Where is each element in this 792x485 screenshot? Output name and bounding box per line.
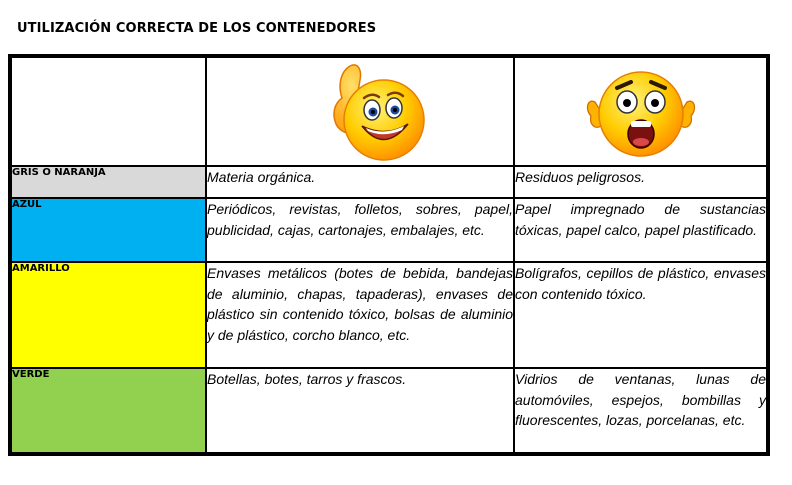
label-verde: VERDE (10, 368, 206, 454)
table-row (10, 368, 768, 454)
table-row (10, 198, 768, 262)
label-amarillo: AMARILLO (10, 262, 206, 368)
incorrect-verde: Vidrios de ventanas, lunas de automóviles, espejos, bombillas y fluorescentes, lozas, porcelanas, etc. (514, 368, 768, 454)
scared-face-icon (581, 58, 701, 162)
correct-header-cell (206, 56, 514, 166)
thumbs-up-smiley-icon (280, 58, 440, 162)
container-table (8, 54, 770, 456)
label-gris-naranja: GRIS O NARANJA (10, 166, 206, 198)
incorrect-header-cell (514, 56, 768, 166)
incorrect-amarillo: Bolígrafos, cepillos de plástico, envases con contenido tóxico. (514, 262, 768, 368)
incorrect-azul: Papel impregnado de sustancias tóxicas, papel calco, papel plastificado. (514, 198, 768, 262)
correct-azul: Periódicos, revistas, folletos, sobres, papel, publicidad, cajas, cartonajes, embalajes, etc. (206, 198, 514, 262)
correct-verde: Botellas, botes, tarros y frascos. (206, 368, 514, 454)
label-azul: AZUL (10, 198, 206, 262)
table-row (10, 262, 768, 368)
table-row (10, 166, 768, 198)
correct-gris-naranja: Materia orgánica. (206, 166, 514, 198)
page-title: UTILIZACIÓN CORRECTA DE LOS CONTENEDORES (17, 21, 377, 36)
incorrect-gris-naranja: Residuos peligrosos. (514, 166, 768, 198)
correct-amarillo: Envases metálicos (botes de bebida, bandejas de aluminio, chapas, tapaderas), envases de plástico sin contenido tóxico, bolsas de aluminio y de plástico, corcho blanco, etc. (206, 262, 514, 368)
empty-header-cell (10, 56, 206, 166)
header-row (10, 56, 768, 166)
